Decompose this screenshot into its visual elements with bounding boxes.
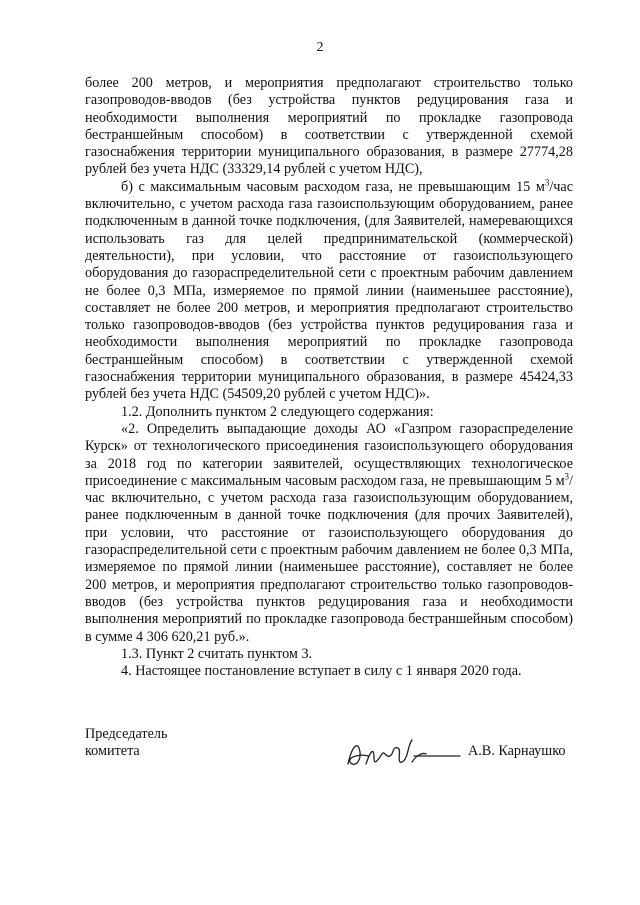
paragraph-text: /час включительно, с учетом расхода газа газоиспользующим оборудованием, ранее подключенным в данной точке подключения, (для Заявителей, намеревающихся использовать газ для целей предпринимательской (коммерческой) деятельности), при условии, что расстояние от газоиспользующего оборудования до газораспределительной сети с проектным рабочим давлением не более 0,3 МПа, измеряемое по прямой линии (наименьшее расстояние), составляет не более 200 метров, и мероприятия предполагают строительство только газопроводов-вводов (без устройства пунктов редуцирования газа и необходимости выполнения мероприятий по прокладке газопровода бестраншейным способом) в соответствии с утвержденной схемой газоснабжения территории муниципального образования, в размере 45424,33 рублей без учета НДС (54509,20 рублей с учетом НДС)».: [85, 178, 573, 403]
paragraph-1-3: 1.3. Пункт 2 считать пунктом 3.: [121, 645, 313, 662]
paragraph-point-2: [85, 421, 573, 646]
paragraph-text: /час включительно, с учетом расхода газа газоиспользующим оборудованием, ранее подключенным в данной точке подключения (для прочих Заявителей), при условии, что расстояние от газоиспользующего оборудования до газораспределительной сети с проектным рабочим давлением не более 0,3 МПа, измеряемое по прямой линии (наименьшее расстояние), составляет не более 200 метров, и мероприятия предполагают строительство только газопроводов-вводов (без устройства пунктов редуцирования газа и необходимости выполнения мероприятий по прокладке газопровода бестраншейным способом) в сумме 4 306 620,21 руб.».: [85, 472, 573, 645]
signatory-name: А.В. Карнаушко: [468, 743, 566, 759]
document-body: [85, 75, 573, 680]
paragraph-1-2: 1.2. Дополнить пунктом 2 следующего содержания:: [121, 403, 434, 420]
superscript: 3: [564, 471, 570, 482]
signatory-title: [85, 726, 167, 761]
handwritten-signature: [342, 734, 462, 774]
paragraph-item-b: [85, 179, 573, 404]
paragraph-continuation: более 200 метров, и мероприятия предполагают строительство только газопроводов-вводов (без устройства пунктов редуцирования газа и необходимости выполнения мероприятий по прокладке газопровода бестраншейным способом) в соответствии с утвержденной схемой газоснабжения территории муниципального образования, в размере 27774,28 рублей без учета НДС (33329,14 рублей с учетом НДС),: [85, 75, 573, 178]
superscript: 3: [544, 177, 550, 188]
page-number: 2: [316, 40, 324, 55]
signatory-title-line2: комитета: [85, 743, 140, 760]
paragraph-text: «2. Определить выпадающие доходы АО «Газпром газораспределение Курск» от технологического присоединения газоиспользующего оборудования за 2018 год по категории заявителей, осуществляющих технологическое присоединение с максимальным часовым расходом газа, не превышающим 5 м: [85, 420, 573, 489]
signatory-title-line1: Председатель: [85, 726, 168, 742]
paragraph-4: 4. Настоящее постановление вступает в силу с 1 января 2020 года.: [121, 663, 522, 680]
paragraph-text: б) с максимальным часовым расходом газа, не превышающим 15 м: [121, 178, 545, 195]
